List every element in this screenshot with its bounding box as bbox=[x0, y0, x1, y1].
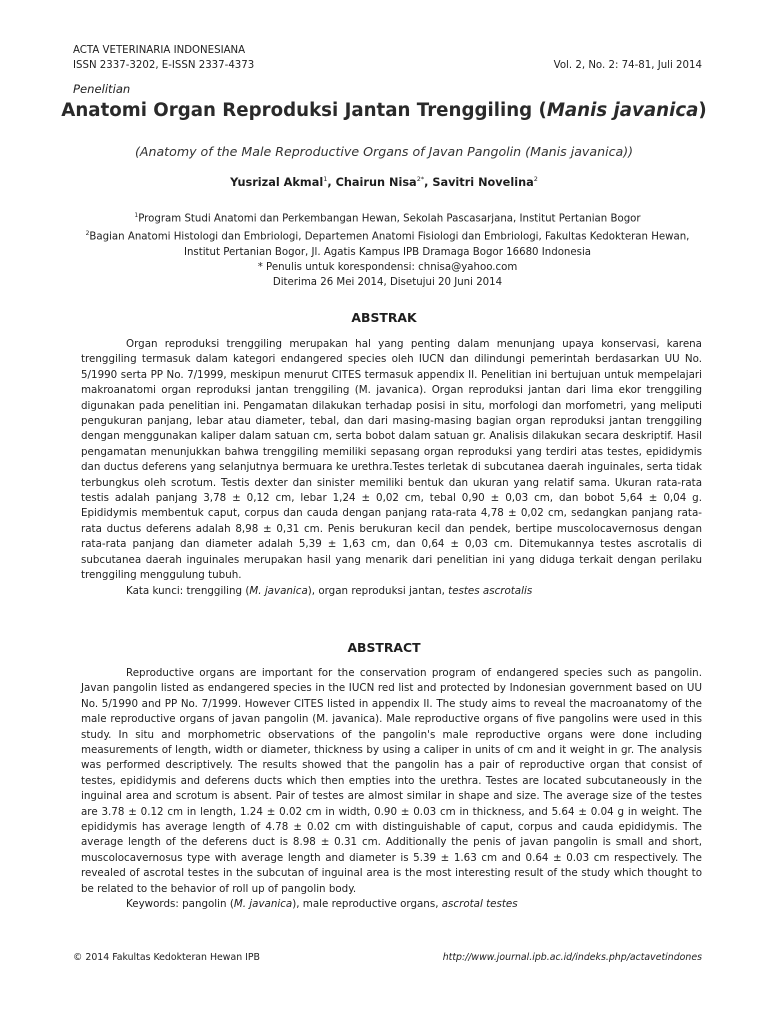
aff2-text: Bagian Anatomi Histologi dan Embriologi, Departemen Anatomi Fisiologi dan Embriologi, Fakultas Kedokteran Hewan, Institut Pertanian Bogor, Jl. Agatis Kampus IPB Dramaga Bogor 16680 Indonesia bbox=[89, 231, 690, 258]
abstract-body bbox=[81, 666, 702, 913]
volume-info: Vol. 2, No. 2: 74-81, Juli 2014 bbox=[553, 59, 702, 71]
title-close: ) bbox=[698, 100, 707, 121]
kw-c: ), organ reproduksi jantan, bbox=[307, 584, 449, 597]
article-title bbox=[0, 100, 768, 121]
abstract-paragraph: Reproductive organs are important for the conservation program of endangered species such as pangolin. Javan pangolin listed as endangered species in the IUCN red list and protected by Indonesian government based on UU No. 5/1990 and PP No. 7/1999. However CITES listed in appendix II. The study aims to reveal the macroanatomy of the male reproductive organs of javan pangolin (M. javanica). Male reproductive organs of five pangolins were used in this study. In situ and morphometric observations of the pangolin's male reproductive organs were done including measurements of length, width or diameter, thickness by using a caliper in units of cm and it weight in gr. The analysis was performed descriptively. The results showed that the pangolin has a pair of reproductive organ that consist of testes, epididymis and deferens ducts which then empties into the urethra. Testes are located subcutaneously in the inguinal area and scrotum is absent. Pair of testes are almost similar in shape and size. The average size of the testes are 3.78 ± 0.12 cm in length, 1.24 ± 0.02 cm in width, 0.90 ± 0.03 cm in thickness, and 5.64 ± 0.04 g in weight. The epididymis has average length of 4.78 ± 0.02 cm with distinguishable of caput, corpus and cauda epididymis. The average length of the deferens duct is 8.98 ± 0.31 cm. Additionally the penis of javan pangolin is small and short, muscolocavernosus type with average length and diameter is 5.39 ± 1.63 cm and 0.64 ± 0.03 cm respectively. The revealed of ascrotal testes in the subcutan of inguinal area is the most interesting result of the study which thought to be related to the behavior of roll up of pangolin body. bbox=[81, 667, 702, 895]
author-list: Yusrizal Akmal$^1$, Chairun Nisa$^{2*}$, Savitri Novelina$^2$ bbox=[230, 175, 538, 189]
kw-label: Kata kunci: bbox=[126, 584, 187, 597]
kw-d-en: ascrotal testes bbox=[441, 898, 518, 911]
page-footer bbox=[73, 952, 702, 963]
journal-url[interactable]: http://www.journal.ipb.ac.id/indeks.php/actavetindones bbox=[442, 952, 702, 963]
affiliations bbox=[73, 208, 702, 290]
english-title: (Anatomy of the Male Reproductive Organs of Javan Pangolin (Manis javanica)) bbox=[134, 144, 634, 159]
title-species: Manis javanica bbox=[546, 100, 699, 121]
abstrak-heading: ABSTRAK bbox=[351, 310, 417, 325]
title-main: Anatomi Organ Reproduksi Jantan Trenggiling ( bbox=[61, 100, 547, 121]
abstract-heading: ABSTRACT bbox=[347, 640, 421, 655]
aff1-sup: 1 bbox=[134, 212, 139, 219]
journal-name: ACTA VETERINARIA INDONESIANA bbox=[73, 45, 246, 56]
kw-b: M. javanica bbox=[249, 584, 308, 597]
kw-a: trenggiling ( bbox=[186, 584, 250, 597]
affiliation-2 bbox=[73, 226, 702, 259]
affiliation-1 bbox=[73, 208, 702, 226]
kw-c-en: ), male reproductive organs, bbox=[292, 898, 442, 911]
kw-b-en: M. javanica bbox=[233, 898, 293, 911]
author-2-sup: 2* bbox=[416, 175, 425, 183]
author-3: Savitri Novelina bbox=[432, 175, 534, 189]
author-1-sup: 1 bbox=[323, 175, 328, 183]
abstrak-paragraph: Organ reproduksi trenggiling merupakan hal yang penting dalam menunjang upaya konservasi, karena trenggiling termasuk dalam kategori endangered species oleh IUCN dan dilindungi pemerintah berdasarkan UU No. 5/1990 serta PP No. 7/1999, meskipun menurut CITES termasuk appendix II. Penelitian ini bertujuan untuk mempelajari makroanatomi organ reproduksi jantan trenggiling (M. javanica). Organ reproduksi jantan dari lima ekor trenggiling digunakan pada penelitian ini. Pengamatan dilakukan terhadap posisi in situ, morfologi dan morfometri, yang meliputi pengukuran panjang, lebar atau diameter, tebal, dan dari masing-masing bagian organ reproduksi jantan trenggiling dengan menggunakan kaliper dalam satuan cm, serta bobot dalam satuan gr. Analisis dilakukan secara deskriptif. Hasil pengamatan menunjukkan bahwa trenggiling memiliki sepasang organ reproduksi yang terdiri atas testes, epididymis dan ductus deferens yang selanjutnya bermuara ke urethra.Testes terletak di subcutanea daerah inguinales, serta tidak terbungkus oleh scrotum. Testis dexter dan sinister memiliki bentuk dan ukuran yang relatif sama. Ukuran rata-rata testis adalah panjang 3,78 ± 0,12 cm, lebar 1,24 ± 0,02 cm, tebal 0,90 ± 0,03 cm, dan bobot 5,64 ± 0,04 g. Epididymis membentuk caput, corpus dan cauda dengan panjang rata-rata 4,78 ± 0,02 cm, sedangkan panjang rata-rata ductus deferens adalah 8,98 ± 0,31 cm. Penis berukuran kecil dan pendek, bertipe muscolocavernosus dengan rata-rata panjang dan diameter adalah 5,39 ± 1,63 cm, dan 0,64 ± 0,03 cm. Ditemukannya testes ascrotalis di subcutanea daerah inguinales merupakan hasil yang menarik dari penelitian ini yang diduga terkait dengan perilaku trenggiling menggulung tubuh. bbox=[81, 338, 702, 582]
aff1-text: Program Studi Anatomi dan Perkembangan Hewan, Sekolah Pascasarjana, Institut Pertanian Bogor bbox=[138, 213, 641, 225]
corresponding-author: * Penulis untuk korespondensi: chnisa@yahoo.com bbox=[257, 261, 518, 273]
kw-d: testes ascrotalis bbox=[448, 584, 533, 597]
abstrak-body bbox=[81, 337, 702, 599]
kw-label-en: Keywords: bbox=[126, 898, 183, 911]
author-2: Chairun Nisa bbox=[335, 175, 417, 189]
copyright: © 2014 Fakultas Kedokteran Hewan IPB bbox=[73, 952, 260, 963]
issn: ISSN 2337-3202, E-ISSN 2337-4373 bbox=[73, 59, 255, 71]
abstrak-keywords bbox=[81, 584, 702, 599]
author-1: Yusrizal Akmal bbox=[230, 175, 324, 189]
section-label: Penelitian bbox=[73, 82, 131, 96]
author-3-sup: 2 bbox=[533, 175, 538, 183]
abstract-keywords bbox=[81, 897, 702, 912]
kw-a-en: pangolin ( bbox=[182, 898, 234, 911]
received-dates: Diterima 26 Mei 2014, Disetujui 20 Juni 2014 bbox=[272, 276, 503, 288]
journal-header bbox=[73, 44, 702, 73]
aff2-sup: 2 bbox=[85, 230, 90, 238]
